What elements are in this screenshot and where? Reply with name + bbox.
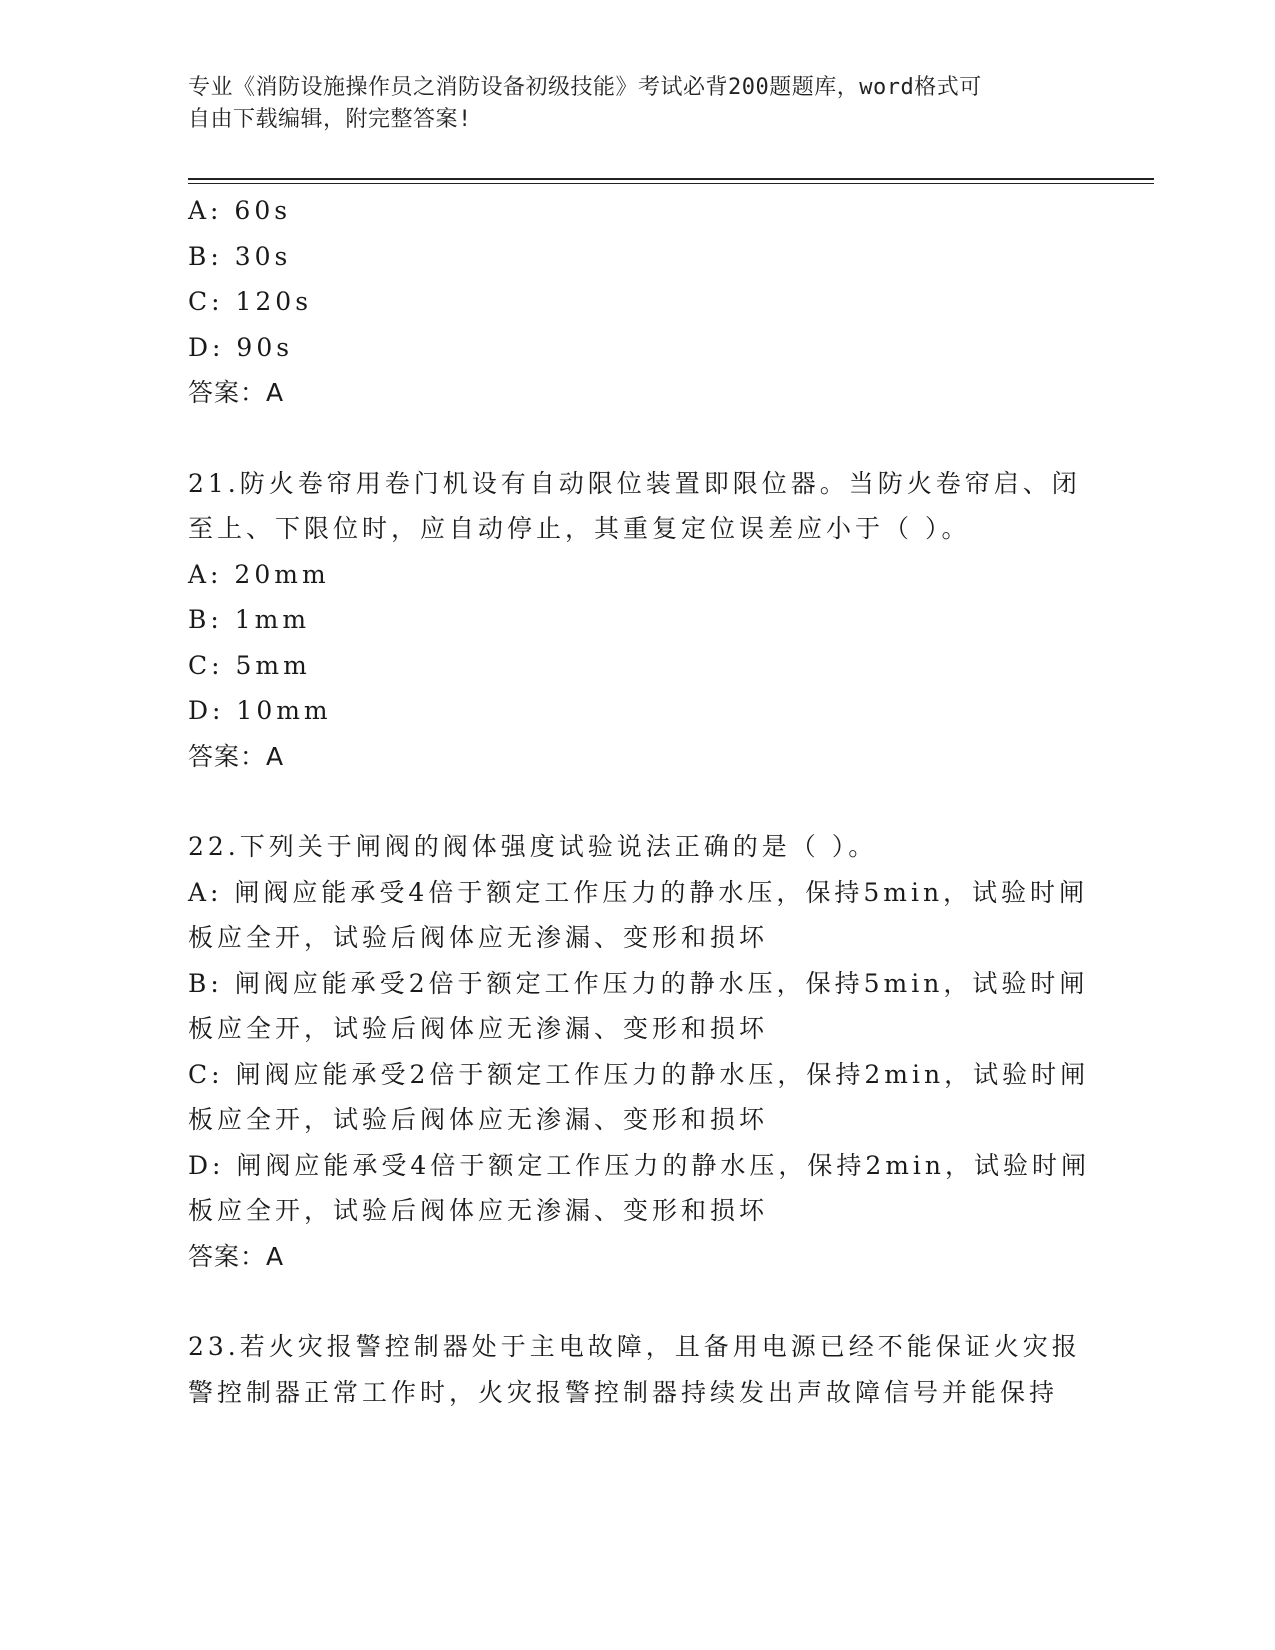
option-c: C: 120s [188, 287, 313, 316]
option-c-line-2: 板应全开，试验后阀体应无渗漏、变形和损坏 [188, 1105, 769, 1134]
option-a-line-2: 板应全开，试验后阀体应无渗漏、变形和损坏 [188, 923, 769, 952]
option-a: A: 60s [188, 196, 292, 225]
document-header [188, 72, 1068, 136]
question-20-options [188, 188, 1088, 416]
option-d: D: 90s [188, 332, 294, 362]
option-c-line-1: C: 闸阀应能承受2倍于额定工作压力的静水压，保持2min，试验时闸 [188, 1059, 1090, 1089]
answer: 答案：A [188, 1241, 285, 1271]
option-d-line-1: D: 闸阀应能承受4倍于额定工作压力的静水压，保持2min，试验时闸 [188, 1150, 1091, 1180]
question-stem-line-2: 警控制器正常工作时，火灾报警控制器持续发出声故障信号并能保持 [188, 1377, 1059, 1407]
question-stem: 22.下列关于闸阀的阀体强度试验说法正确的是（ ）。 [188, 832, 878, 861]
question-22 [188, 824, 1091, 1279]
question-stem-line-1: 21.防火卷帘用卷门机设有自动限位装置即限位器。当防火卷帘启、闭 [188, 468, 1081, 498]
header-line-2: 自由下载编辑，附完整答案! [188, 107, 472, 132]
header-line-1: 专业《消防设施操作员之消防设备初级技能》考试必背200题题库，word格式可 [188, 75, 982, 100]
question-21 [188, 461, 1088, 780]
option-a-line-1: A: 闸阀应能承受4倍于额定工作压力的静水压，保持5min，试验时闸 [188, 877, 1089, 907]
document-body [188, 188, 1091, 1415]
question-stem-line-1: 23.若火灾报警控制器处于主电故障，且备用电源已经不能保证火灾报 [188, 1332, 1081, 1361]
option-b-line-1: B: 闸阀应能承受2倍于额定工作压力的静水压，保持5min，试验时闸 [188, 968, 1089, 998]
header-divider-thin [188, 183, 1154, 184]
question-23 [188, 1324, 1088, 1415]
header-divider-thick [188, 178, 1154, 180]
option-b-line-2: 板应全开，试验后阀体应无渗漏、变形和损坏 [188, 1014, 769, 1043]
option-a: A: 20mm [188, 559, 330, 589]
option-d-line-2: 板应全开，试验后阀体应无渗漏、变形和损坏 [188, 1196, 769, 1225]
question-stem-line-2: 至上、下限位时，应自动停止，其重复定位误差应小于（ ）。 [188, 514, 971, 543]
option-c: C: 5mm [188, 650, 311, 680]
option-b: B: 1mm [188, 605, 311, 634]
answer: 答案：A [188, 378, 285, 407]
answer: 答案：A [188, 741, 285, 771]
option-d: D: 10mm [188, 696, 332, 725]
option-b: B: 30s [188, 241, 292, 271]
